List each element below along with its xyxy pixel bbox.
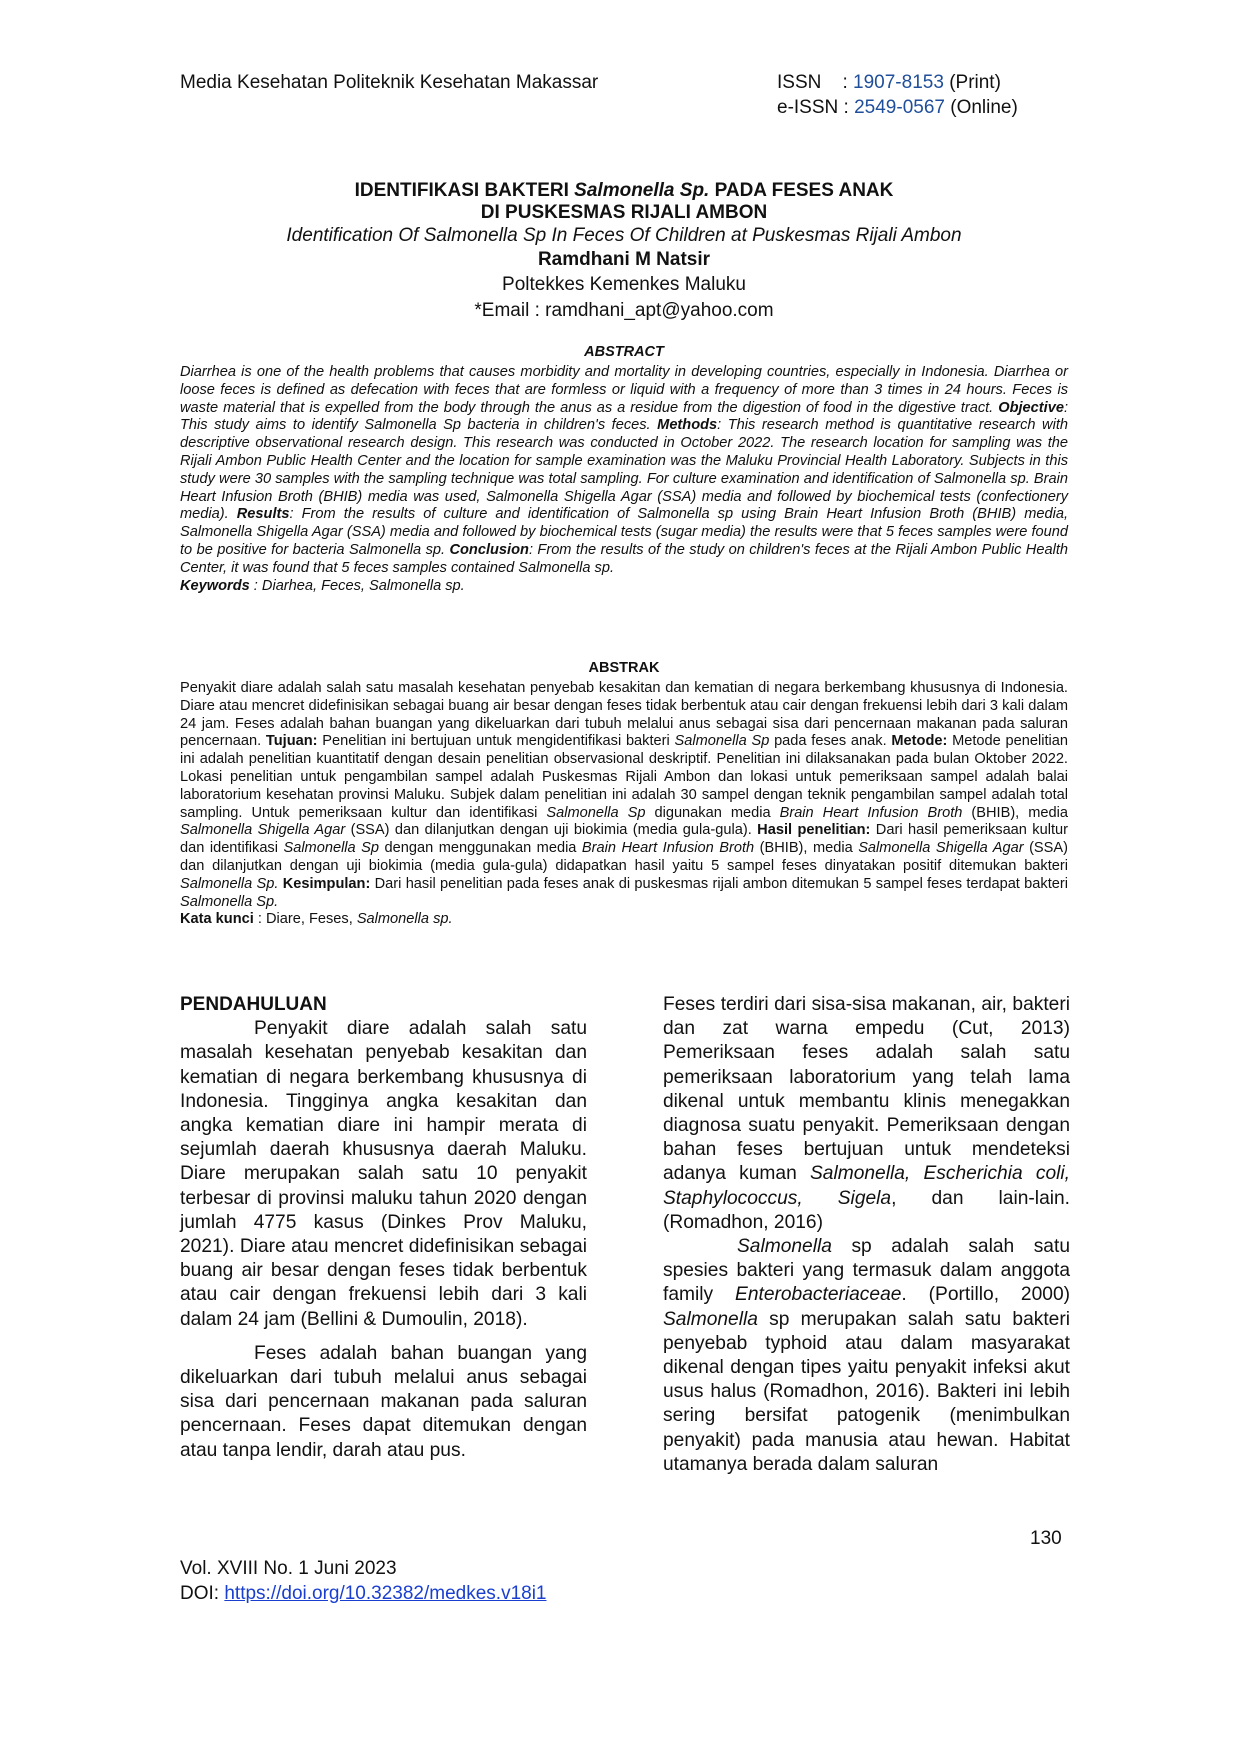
body-species: Salmonella	[737, 1236, 832, 1258]
abstract-methods-label: Methods	[657, 417, 718, 434]
abstrak-heading: ABSTRAK	[588, 660, 660, 676]
abstrak-media: Brain Heart Infusion Broth	[779, 804, 963, 821]
abstrak-hasil-label: Hasil penelitian:	[757, 822, 871, 839]
abstrak-species: Salmonella Sp.	[180, 875, 279, 892]
body-paragraph: Penyakit diare adalah salah satu masalah kesehatan penyebab kesakitan dan kematian di negara berkembang khususnya di Indonesia. Tingginya angka kesakitan dan angka kematian diare ini hampir merata di sejumlah daerah khususnya daerah Maluku. Diare merupakan salah satu 10 penyakit terbesar di provinsi maluku tahun 2020 dengan jumlah 4775 kasus (Dinkes Prov Maluku, 2021). Diare atau mencret didefinisikan sebagai buang air besar dengan feses tidak berbentuk atau cair dengan frekuensi lebih dari 3 kali dalam 24 jam (Bellini & Dumoulin, 2018).	[180, 1018, 587, 1330]
body-species: Salmonella	[663, 1308, 758, 1330]
abstrak-text: (SSA) dan dilanjutkan dengan uji biokimia (media gula-gula).	[345, 822, 758, 839]
abstrak-text: (BHIB), media	[962, 804, 1068, 821]
title-part-c: PADA FESES ANAK	[709, 180, 894, 201]
abstrak-text: dengan menggunakan media	[379, 840, 582, 857]
abstract-text: Diarrhea is one of the health problems that causes morbidity and mortality in developing countries, especially in Indonesia. Diarrhea or loose feces is defined as defecation with feces that are formless or liquid with a frequency of more than 3 times in 24 hours. Feces is waste material that is expelled from the body through the anus as a residue from the digestion of food in the digestive tract.	[180, 364, 1068, 416]
doi-line	[180, 1581, 547, 1606]
paper-title-line1	[180, 180, 1068, 202]
abstrak-text: (BHIB), media	[754, 840, 859, 857]
body-right-column	[663, 993, 1070, 1477]
abstract-results-label: Results	[236, 506, 290, 523]
abstrak-metode-label: Metode:	[891, 733, 948, 750]
abstrak-text: digunakan media	[645, 804, 780, 821]
affiliation: Poltekkes Kemenkes Maluku	[502, 274, 746, 295]
abstrak-text: Metode penelitian ini adalah penelitian kuantitatif dengan desain penelitian observasional deskriptif. Penelitian ini dilaksanakan pada bulan Oktober 2022. Lokasi penelitian untuk pengambilan sampel adalah Puskesmas Rijali Ambon dan lokasi untuk pemeriksaan sampel adalah balai laboratorium kesehatan provinsi Maluku. Subjek dalam penelitian ini adalah 30 sampel dengan teknik pengambilan sampel adalah total sampling. Untuk pemeriksaan kultur dan identifikasi	[180, 733, 1069, 821]
keywords: : Diarhea, Feces, Salmonella sp.	[249, 577, 465, 594]
abstrak-kesimpulan-label: Kesimpulan:	[278, 875, 371, 892]
page-number: 130	[1030, 1528, 1062, 1549]
abstrak-media: Salmonella Shigella Agar	[180, 822, 346, 839]
abstrak-text: Dari hasil penelitian pada feses anak di puskesmas rijali ambon ditemukan 5 sampel feses terdapat bakteri	[370, 875, 1068, 892]
author-name: Ramdhani M Natsir	[537, 249, 711, 270]
abstrak-species: Salmonella Sp	[283, 840, 380, 857]
paper-title-line2: DI PUSKESMAS RIJALI AMBON	[480, 202, 768, 223]
title-part-a: IDENTIFIKASI BAKTERI	[354, 180, 575, 201]
abstrak-text: Penyakit diare adalah salah satu masalah kesehatan penyebab kesakitan dan kematian di negara berkembang khususnya di Indonesia. Diare atau mencret didefinisikan sebagai buang air besar dengan feses tidak berbentuk atau cair dengan frekuensi lebih dari 3 kali dalam 24 jam. Feses adalah bahan buangan yang dikeluarkan dari tubuh melalui anus sebagai sisa dari pencernaan makanan pada saluran pencernaan.	[180, 680, 1068, 750]
abstract-text: : From the results of culture and identification of Salmonella sp using Brain Heart Infusion Broth (BHIB) media, Salmonella Shigella Agar (SSA) media and followed by biochemical tests (sugar media) the results were that 5 feces samples were found to be positive for bacteria Salmonella sp.	[180, 506, 1068, 558]
issn-value: 1907-8153	[853, 72, 944, 93]
kata-kunci-label: Kata kunci	[180, 911, 254, 928]
journal-name: Media Kesehatan Politeknik Kesehatan Makassar	[180, 72, 599, 93]
title-block	[180, 180, 1068, 324]
issn-suffix: (Print)	[949, 72, 1001, 93]
abstract-text: : This study aims to identify Salmonella Sp bacteria in children's feces.	[180, 399, 1068, 434]
body-text: Feses terdiri dari sisa-sisa makanan, air, bakteri dan zat warna empedu (Cut, 2013) Pemeriksaan feses adalah salah satu pemeriksaan laboratorium yang telah lama dikenal untuk membantu klinis menegakkan diagnosa suatu penyakit. Pemeriksaan dengan bahan feses bertujuan untuk mendeteksi adanya kuman	[663, 994, 1070, 1185]
doi-label: DOI:	[180, 1583, 225, 1604]
issn-label: ISSN :	[777, 72, 848, 93]
abstract-conclusion-label: Conclusion	[449, 541, 529, 558]
abstrak-media: Salmonella Shigella Agar	[858, 840, 1024, 857]
body-text: sp adalah salah satu spesies bakteri yang termasuk dalam anggota family	[663, 1236, 1070, 1306]
abstrak-body	[180, 680, 1068, 929]
author-email: *Email : ramdhani_apt@yahoo.com	[474, 300, 774, 321]
kata-kunci-species: Salmonella sp.	[356, 911, 453, 928]
body-paragraph	[663, 1235, 1070, 1477]
eissn-value: 2549-0567	[854, 97, 945, 118]
abstrak-media: Brain Heart Infusion Broth	[581, 840, 755, 857]
abstrak-tujuan-label: Tujuan:	[265, 733, 318, 750]
eissn-label: e-ISSN :	[777, 97, 849, 118]
body-text: , dan lain-lain. (Romadhon, 2016)	[663, 1187, 1070, 1233]
abstract-body	[180, 364, 1068, 595]
volume-info: Vol. XVIII No. 1 Juni 2023	[180, 1558, 397, 1579]
abstract-heading: ABSTRACT	[584, 344, 664, 360]
section-heading: PENDAHULUAN	[180, 994, 327, 1015]
body-family: Enterobacteriaceae	[735, 1284, 902, 1306]
body-text: sp merupakan salah satu bakteri penyebab typhoid atau dalam masyarakat dikenal dengan tipes yaitu penyakit infeksi akut usus halus (Romadhon, 2016). Bakteri ini lebih sering bersifat patogenik (menimbulkan penyakit) pada manusia atau hewan. Habitat utamanya berada dalam saluran	[663, 1308, 1070, 1475]
paper-title-english: Identification Of Salmonella Sp In Feces Of Children at Puskesmas Rijali Ambon	[286, 225, 962, 246]
abstrak-species: Salmonella Sp.	[180, 893, 279, 910]
issn-print	[777, 72, 1001, 94]
footer	[180, 1556, 547, 1606]
body-paragraph	[663, 993, 1070, 1235]
abstract-objective-label: Objective	[998, 399, 1064, 416]
body-text: . (Portillo, 2000)	[901, 1284, 1071, 1306]
keywords-label: Keywords	[180, 577, 250, 594]
abstrak-species: Salmonella Sp	[674, 733, 770, 750]
abstrak-text: pada feses anak.	[769, 733, 892, 750]
abstrak-species: Salmonella Sp	[546, 804, 646, 821]
abstract-text: : From the results of the study on children's feces at the Rijali Ambon Public Health Center, it was found that 5 feces samples contained Salmonella sp.	[180, 541, 1068, 576]
title-part-species: Salmonella Sp.	[574, 180, 710, 201]
doi-link[interactable]: https://doi.org/10.32382/medkes.v18i1	[224, 1583, 547, 1604]
abstrak-text: Penelitian ini bertujuan untuk mengidentifikasi bakteri	[317, 733, 675, 750]
body-paragraph: Feses adalah bahan buangan yang dikeluarkan dari tubuh melalui anus sebagai sisa dari pencernaan makanan pada saluran pencernaan. Feses dapat ditemukan dengan atau tanpa lendir, darah atau pus.	[180, 1342, 587, 1461]
body-species-list: Salmonella, Escherichia coli, Staphylococcus, Sigela	[663, 1163, 1070, 1209]
abstrak-text: Dari hasil pemeriksaan kultur dan identifikasi	[180, 822, 1068, 857]
abstract-text: : This research method is quantitative research with descriptive observational research design. This research was conducted in October 2022. The research location for sampling was the Rijali Ambon Public Health Center and the location for sample examination was the Maluku Provincial Health Laboratory. Subjects in this study were 30 samples with the sampling technique was total sampling. For culture examination and identification of Salmonella sp. Brain Heart Infusion Broth (BHIB) media was used, Salmonella Shigella Agar (SSA) media and followed by biochemical tests (confectionery media).	[180, 417, 1068, 523]
kata-kunci: : Diare, Feses,	[253, 911, 357, 928]
eissn-suffix: (Online)	[950, 97, 1018, 118]
body-left-column	[180, 993, 587, 1463]
issn-online	[777, 97, 1018, 119]
abstrak-text: (SSA) dan dilanjutkan dengan uji biokimia (media gula-gula) didapatkan hasil yaitu 5 sampel feses dinyatakan positif ditemukan bakteri	[180, 840, 1068, 874]
